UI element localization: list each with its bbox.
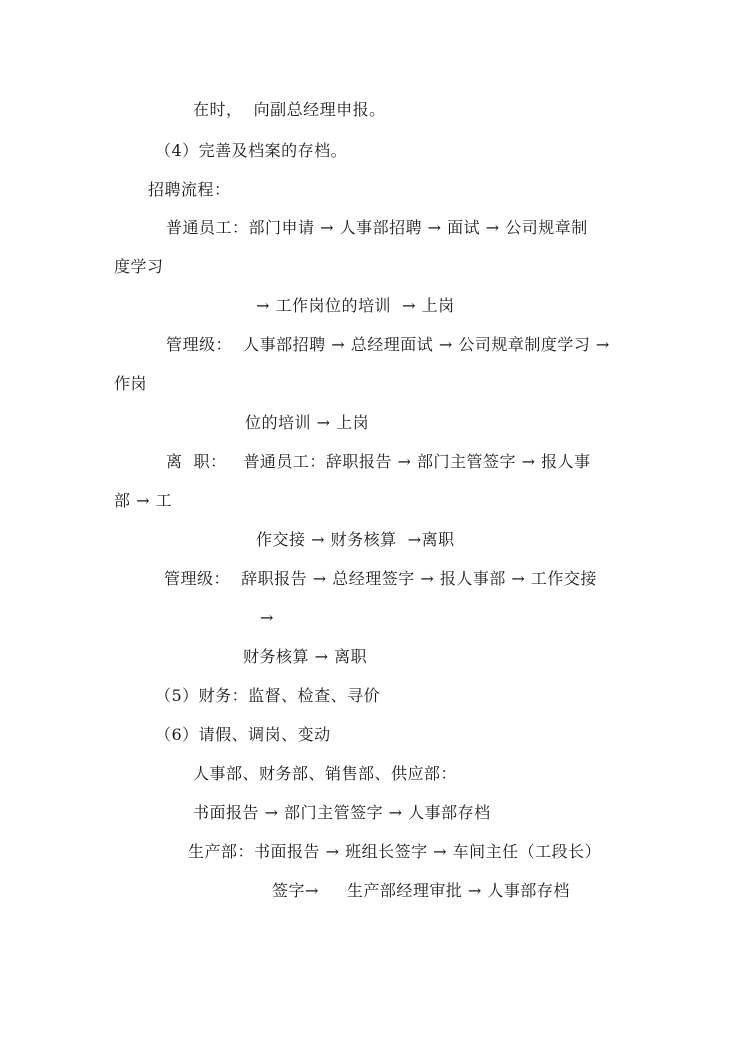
text-line-production-flow-cont: 签字→ 生产部经理审批 → 人事部存档 [272, 881, 570, 900]
text-line-recruit-manager-wrap: 作岗 [114, 374, 148, 393]
text-line-resign-manager-arrow: → [260, 608, 274, 627]
text-line-recruit-staff: 普通员工：部门申请 → 人事部招聘 → 面试 → 公司规章制 [166, 218, 588, 237]
text-line-resign-manager-cont: 财务核算 → 离职 [243, 647, 368, 666]
text-line-resign-staff-wrap: 部 → 工 [114, 491, 173, 510]
text-line-item-5: （5）财务：监督、检查、寻价 [155, 686, 381, 705]
text-line-item-4: （4）完善及档案的存档。 [155, 141, 348, 160]
text-line-departments-flow: 书面报告 → 部门主管签字 → 人事部存档 [193, 803, 491, 822]
text-line-departments: 人事部、财务部、销售部、供应部： [193, 764, 458, 783]
text-line-resign-manager: 管理级： 辞职报告 → 总经理签字 → 报人事部 → 工作交接 [164, 569, 597, 588]
text-line-item-6: （6）请假、调岗、变动 [155, 725, 331, 744]
text-line-resign-staff-cont: 作交接 → 财务核算 →离职 [256, 530, 455, 549]
text-line-recruit-heading: 招聘流程： [148, 180, 231, 199]
text-line-resign-staff: 离 职： 普通员工：辞职报告 → 部门主管签字 → 报人事 [166, 452, 591, 471]
text-line-recruit-manager: 管理级： 人事部招聘 → 总经理面试 → 公司规章制度学习 → [166, 335, 610, 354]
text-line-production-flow: 生产部：书面报告 → 班组长签字 → 车间主任（工段长） [188, 842, 602, 861]
text-line-recruit-staff-wrap: 度学习 [114, 257, 164, 276]
text-line-recruit-manager-cont: 位的培训 → 上岗 [245, 413, 370, 432]
text-line-recruit-staff-cont: → 工作岗位的培训 → 上岗 [256, 296, 455, 315]
text-line-submit-vp: 在时， 向副总经理申报。 [193, 100, 386, 119]
